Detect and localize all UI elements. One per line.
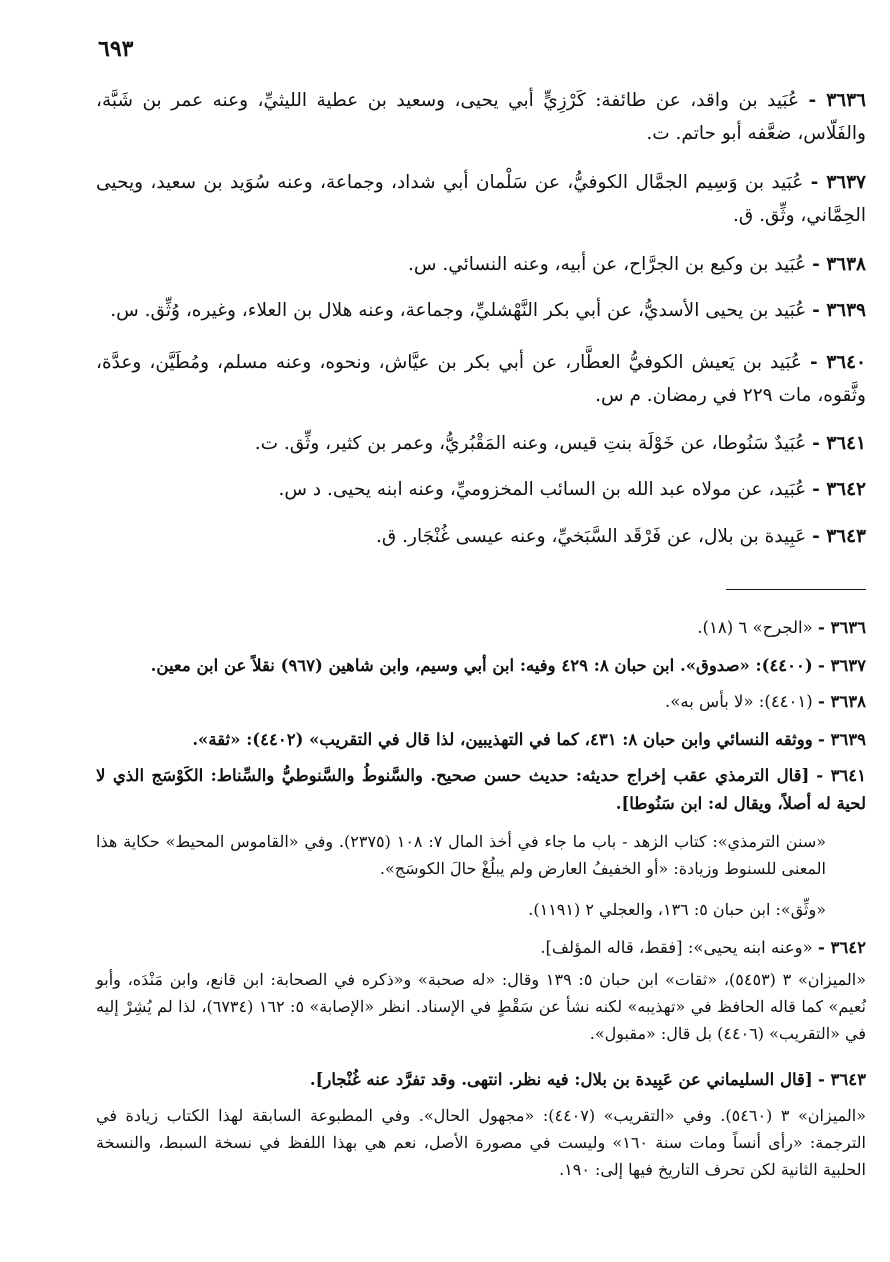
page-number: ٦٩٣	[98, 36, 134, 62]
footnote-3643	[96, 1066, 866, 1094]
footnote-divider	[726, 589, 866, 590]
entry-number: ٣٦٣٧ -	[810, 172, 866, 193]
entry-text: عُبَيد بن وَسِيم الجمَّال الكوفيُّ، عن سَلْمان أبي شداد، وجماعة، وعنه سُوَيد بن سعيد، ويحيى الحِمَّاني، وثِّق. ق.	[96, 172, 866, 226]
footnote-number: ٣٦٣٨ -	[817, 692, 866, 711]
footnote-number: ٣٦٤٣ -	[817, 1070, 866, 1089]
entry-3636	[96, 84, 866, 150]
footnote-number: ٣٦٣٦ -	[817, 618, 866, 637]
entry-text: عُبَيد بن وكيع بن الجرَّاح، عن أبيه، وعنه النسائي. س.	[408, 254, 807, 275]
entry-3641	[96, 427, 866, 460]
footnote-text: [قال السليماني عن عَبِيدة بن بلال: فيه نظر. انتهى. وقد تفرَّد عنه غُنْجار].	[309, 1070, 813, 1089]
footnote-number: ٣٦٤٢ -	[817, 938, 866, 957]
entry-number: ٣٦٤١ -	[812, 433, 866, 454]
entry-number: ٣٦٤٢ -	[812, 479, 866, 500]
footnote-3637	[96, 652, 866, 680]
footnote-3636	[96, 614, 866, 642]
footnote-3641-detail: «سنن الترمذي»: كتاب الزهد - باب ما جاء في أخذ المال ٧: ١٠٨ (٢٣٧٥). وفي «القاموس المحيط» حكاية هذا المعنى للسنوط وزيادة: «أو الخفيفُ العارض ولم يبلُغْ حالَ الكوسَج».	[96, 832, 827, 878]
entry-number: ٣٦٤٣ -	[812, 526, 866, 547]
footnote-3639	[96, 726, 866, 754]
footnote-text: [قال الترمذي عقب إخراج حديثه: حديث حسن صحيح. والسَّنوطُ والسَّنوطيُّ والسِّناط: الكَوْسَج الذي لا لحية له أصلاً، ويقال له: ابن سَنُوطا].	[96, 766, 866, 813]
footnote-3641-detail-2: «وثِّق»: ابن حبان ٥: ١٣٦، والعجلي ٢ (١١٩١).	[528, 900, 826, 919]
entry-text: عُبَيد بن يحيى الأسديُّ، عن أبي بكر النَّهْشليِّ، وجماعة، وعنه هلال بن العلاء، وغيره، وُثِّق. س.	[110, 300, 807, 321]
entry-number: ٣٦٣٨ -	[812, 254, 866, 275]
entry-3638	[96, 248, 866, 281]
entry-3642	[96, 473, 866, 506]
footnote-number: ٣٦٣٩ -	[817, 730, 866, 749]
footnote-text: «وعنه ابنه يحيى»: [فقط، قاله المؤلف].	[540, 938, 813, 957]
entry-3639	[96, 294, 866, 327]
footnote-3642-detail: «الميزان» ٣ (٥٤٥٣)، «ثقات» ابن حبان ٥: ١٣٩ وقال: «له صحبة» و«ذكره في الصحابة: ابن قانع، وابن مَنْدَه، وأبو نُعيم» كما قاله الحافظ في «تهذيبه» لكنه نشأ عن سَقْطٍ في الإسناد. انظر «الإصابة» ٥: ١٦٢ (٦٧٣٤)، لذا لم يُشِرْ إليه في «التقريب» (٤٤٠٦) بل قال: «مقبول».	[96, 970, 867, 1043]
entry-text: عُبَيد بن واقد، عن طائفة: كَرْزِيٍّ أبي يحيى، وسعيد بن عطية الليثيِّ، وعنه عمر بن شَبَّة، والفَلّاس، ضعَّفه أبو حاتم. ت.	[96, 90, 866, 144]
entry-3643	[96, 520, 866, 553]
footnote-3642	[96, 934, 866, 962]
footnote-number: ٣٦٤١ -	[816, 766, 867, 785]
entry-3640	[96, 346, 866, 412]
entry-text: عَبِيدة بن بلال، عن فَرْقَد السَّبَخيِّ، وعنه عيسى غُنْجَار. ق.	[376, 526, 807, 547]
footnote-3643-detail: «الميزان» ٣ (٥٤٦٠). وفي «التقريب» (٤٤٠٧): «مجهول الحال». وفي المطبوعة السابقة لهذا الكتاب زيادة في الترجمة: «رأى أنساً ومات سنة ١٦٠» وليست في مصورة الأصل، نعم هي بهذا اللفظ في نسخة السبط، والنسخة الحلبية الثانية لكن تحرف التاريخ فيها إلى: ١٩٠.	[96, 1106, 867, 1179]
entry-text: عُبَيدٌ سَنُوطا، عن خَوْلَة بنتِ قيس، وعنه المَقْبُريُّ، وعمر بن كثير، وثِّق. ت.	[254, 433, 807, 454]
footnote-3641	[96, 762, 866, 818]
footnote-text: (٤٤٠٠): «صدوق». ابن حبان ٨: ٤٢٩ وفيه: ابن أبي وسيم، وابن شاهين (٩٦٧) نقلاً عن ابن معين.	[150, 656, 813, 675]
footnote-text: ووثقه النسائي وابن حبان ٨: ٤٣١، كما في التهذيبين، لذا قال في التقريب» (٤٤٠٢): «ثقة».	[192, 730, 813, 749]
entry-number: ٣٦٣٦ -	[808, 90, 866, 111]
entry-text: عُبَيد، عن مولاه عبد الله بن السائب المخزوميِّ، وعنه ابنه يحيى. د س.	[278, 479, 807, 500]
entry-3637	[96, 166, 866, 232]
entry-number: ٣٦٤٠ -	[809, 352, 866, 373]
entry-number: ٣٦٣٩ -	[812, 300, 866, 321]
footnote-text: «الجرح» ٦ (١٨).	[697, 618, 813, 637]
footnote-text: (٤٤٠١): «لا بأس به».	[665, 692, 813, 711]
footnote-3638	[96, 688, 866, 716]
entry-text: عُبَيد بن يَعيش الكوفيُّ العطَّار، عن أبي بكر بن عيَّاش، ونحوه، وعنه مسلم، ومُطَيَّن، وعدَّة، وثَّقوه، مات ٢٢٩ في رمضان. م س.	[96, 352, 866, 406]
footnote-number: ٣٦٣٧ -	[817, 656, 866, 675]
